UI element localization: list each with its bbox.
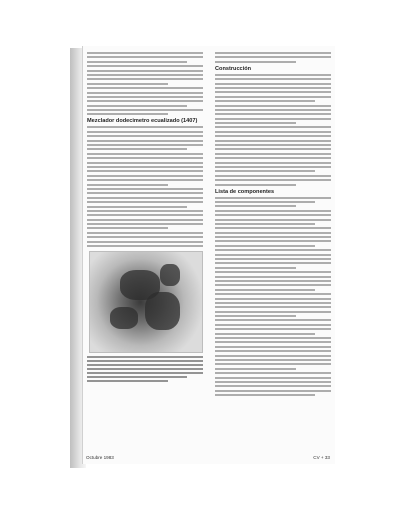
text-block-construction — [215, 74, 331, 186]
text-block-intro — [87, 52, 203, 115]
text-block-mixer — [87, 126, 203, 247]
photo-caption — [87, 356, 203, 382]
components-list — [215, 197, 331, 397]
section-heading-components: Lista de componentes — [215, 188, 275, 195]
left-column — [87, 52, 203, 384]
section-heading-construction: Construcción — [215, 65, 252, 72]
magazine-page — [82, 46, 335, 464]
section-heading-mixer: Mezclador dodecimetro ecualizado (1407) — [87, 118, 198, 125]
right-column — [215, 52, 331, 399]
text-block-top — [215, 52, 331, 63]
footer-page-number: CV + 33 — [313, 455, 330, 460]
circuit-board-photo — [89, 251, 203, 353]
footer-date: Octubre 1983 — [86, 455, 114, 460]
